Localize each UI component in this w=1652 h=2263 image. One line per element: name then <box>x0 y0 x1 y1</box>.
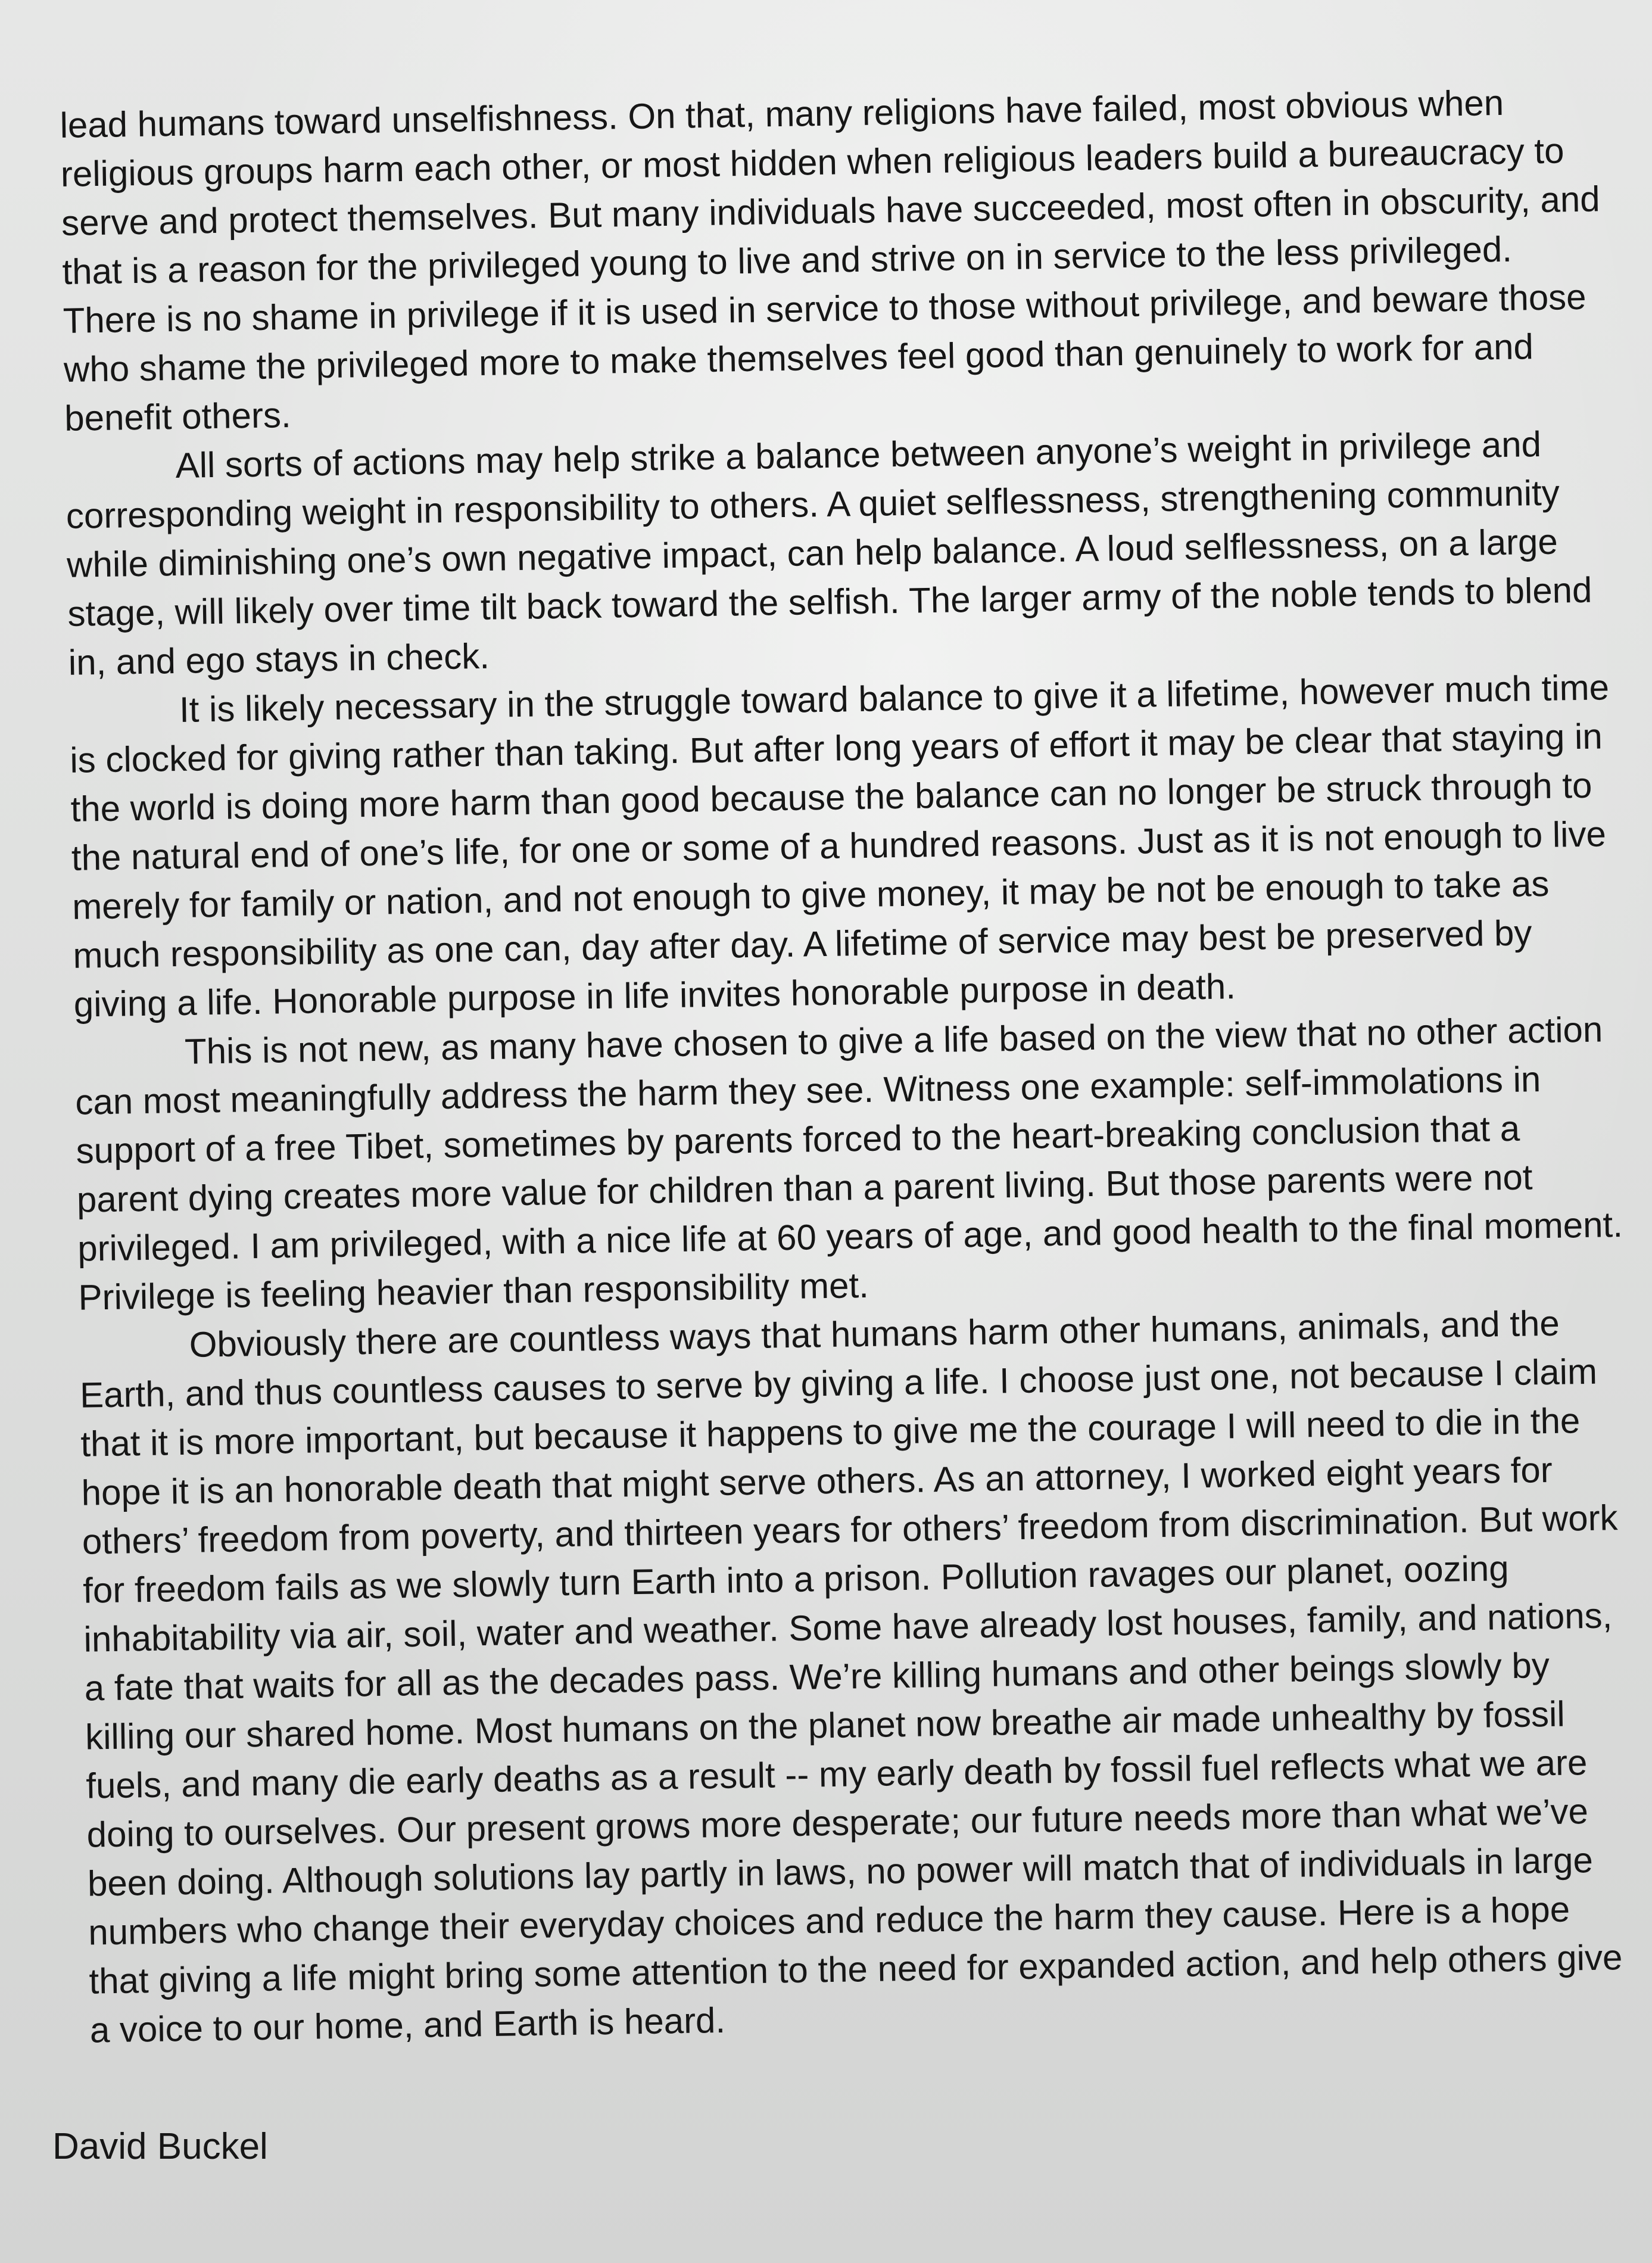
paragraph: This is not new, as many have chosen to give a life based on the view that no other action can most meaningfully address the harm they see. Witness one example: self-immolations in support of a free Tibet, sometimes by parents forced to the heart-breaking conclusion that a parent dying creates more value for children than a parent living. But those parents were not privileged. I am privileged, with a nice life at 60 years of age, and good health to the final moment. Privilege is feeling heavier than responsibility met. <box>74 1009 1623 1318</box>
paragraph: Obviously there are countless ways that humans harm other humans, animals, and the Earth, and thus countless causes to serve by giving a life. I choose just one, not because I claim that it is more important, but because it happens to give me the courage I will need to die in the hope it is an honorable death that might serve others. As an attorney, I worked eight years for others’ freedom from poverty, and thirteen years for others’ freedom from discrimination. But work for freedom fails as we slowly turn Earth into a prison. Pollution ravages our planet, oozing inhabitability via air, soil, water and weather. Some have already lost houses, family, and nations, a fate that waits for all as the decades pass. We’re killing humans and other beings slowly by killing our shared home. Most humans on the planet now breathe air made unhealthy by fossil fuels, and many die early deaths as a result -- my early death by fossil fuel reflects what we are doing to ourselves. Our present grows more desperate; our future needs more than what we’ve been doing. Although solutions lay partly in laws, no power will match that of individuals in large numbers who change their everyday choices and reduce the harm they cause. Here is a hope that giving a life might bring some attention to the need for expanded action, and help others give a voice to our home, and Earth is heard. <box>79 1303 1623 2050</box>
letter-body <box>60 77 1638 2055</box>
signature-name: David Buckel <box>52 2126 268 2167</box>
paragraph: It is likely necessary in the struggle toward balance to give it a lifetime, however much time is clocked for giving rather than taking. But after long years of effort it may be clear that staying in the world is doing more harm than good because the balance can no longer be struck through to the natural end of one’s life, for one or some of a hundred reasons. Just as it is not enough to live merely for family or nation, and not enough to give money, it may be not be enough to take as much responsibility as one can, day after day. A lifetime of service may best be preserved by giving a life. Honorable purpose in life invites honorable purpose in death. <box>69 667 1610 1025</box>
paragraph: All sorts of actions may help strike a balance between anyone’s weight in privilege and corresponding weight in responsibility to others. A quiet selflessness, strengthening community while diminishing one’s own negative impact, can help balance. A loud selflessness, on a large stage, will likely over time tilt back toward the selfish. The larger army of the noble tends to blend in, and ego stays in check. <box>66 424 1592 683</box>
paragraph: lead humans toward unselfishness. On that, many religions have failed, most obvious when religious groups harm each other, or most hidden when religious leaders build a bureaucracy to serve and protect themselves. But many individuals have succeeded, most often in obscurity, and that is a reason for the privileged young to live and strive on in service to the less privileged. There is no shame in privilege if it is used in service to those without privilege, and beware those who shame the privileged more to make themselves feel good than genuinely to work for and benefit others. <box>60 82 1601 438</box>
